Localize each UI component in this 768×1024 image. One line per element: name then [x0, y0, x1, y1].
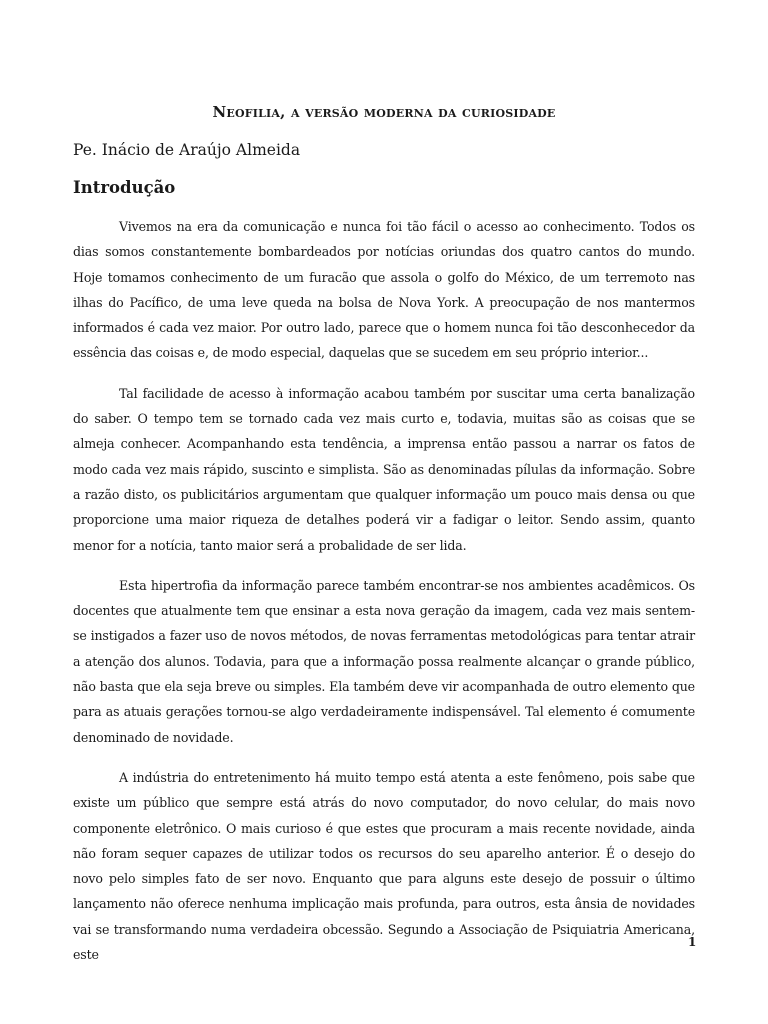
page-number: 1: [688, 935, 697, 949]
paragraph: A indústria do entretenimento há muito tempo está atenta a este fenômeno, pois sabe que existe um público que sempre está atrás do novo computador, do novo celular, do mais novo componente eletrônico. O mais curioso é que estes que procuram a mais recente novidade, ainda não foram sequer capazes de utilizar todos os recursos do seu aparelho anterior. É o desejo do novo pelo simples fato de ser novo. Enquanto que para alguns este desejo de possuir o último lançamento não oferece nenhuma implicação mais profunda, para outros, esta ânsia de novidades vai se transformando numa verdadeira obcessão. Segundo a Associação de Psiquiatria Americana, este: [73, 769, 695, 963]
body-text: [73, 214, 695, 982]
section-heading: Introdução: [73, 178, 176, 197]
paragraph: Tal facilidade de acesso à informação acabou também por suscitar uma certa banalização do saber. O tempo tem se tornado cada vez mais curto e, todavia, muitas são as coisas que se almeja conhecer. Acompanhando esta tendência, a imprensa então passou a narrar os fatos de modo cada vez mais rápido, suscinto e simplista. São as denominadas pílulas da informação. Sobre a razão disto, os publicitários argumentam que qualquer informação um pouco mais densa ou que proporcione uma maior riqueza de detalhes poderá vir a fadigar o leitor. Sendo assim, quanto menor for a notícia, tanto maior será a probalidade de ser lida.: [73, 385, 695, 553]
paragraph: Esta hipertrofia da informação parece também encontrar-se nos ambientes acadêmicos. Os docentes que atualmente tem que ensinar a esta nova geração da imagem, cada vez mais sentem-se instigados a fazer uso de novos métodos, de novas ferramentas metodológicas para tentar atrair a atenção dos alunos. Todavia, para que a informação possa realmente alcançar o grande público, não basta que ela seja breve ou simples. Ela também deve vir acompanhada de outro elemento que para as atuais gerações tornou-se algo verdadeiramente indispensável. Tal elemento é comumente denominado de novidade.: [73, 577, 695, 745]
document-title: Neofilia, a versão moderna da curiosidade: [212, 103, 556, 121]
author-name: Pe. Inácio de Araújo Almeida: [73, 141, 301, 159]
paragraph: Vivemos na era da comunicação e nunca foi tão fácil o acesso ao conhecimento. Todos os dias somos constantemente bombardeados por notícias oriundas dos quatro cantos do mundo. Hoje tomamos conhecimento de um furacão que assola o golfo do México, de um terremoto nas ilhas do Pacífico, de uma leve queda na bolsa de Nova York. A preocupação de nos mantermos informados é cada vez maior. Por outro lado, parece que o homem nunca foi tão desconhecedor da essência das coisas e, de modo especial, daquelas que se sucedem em seu próprio interior...: [73, 219, 695, 361]
